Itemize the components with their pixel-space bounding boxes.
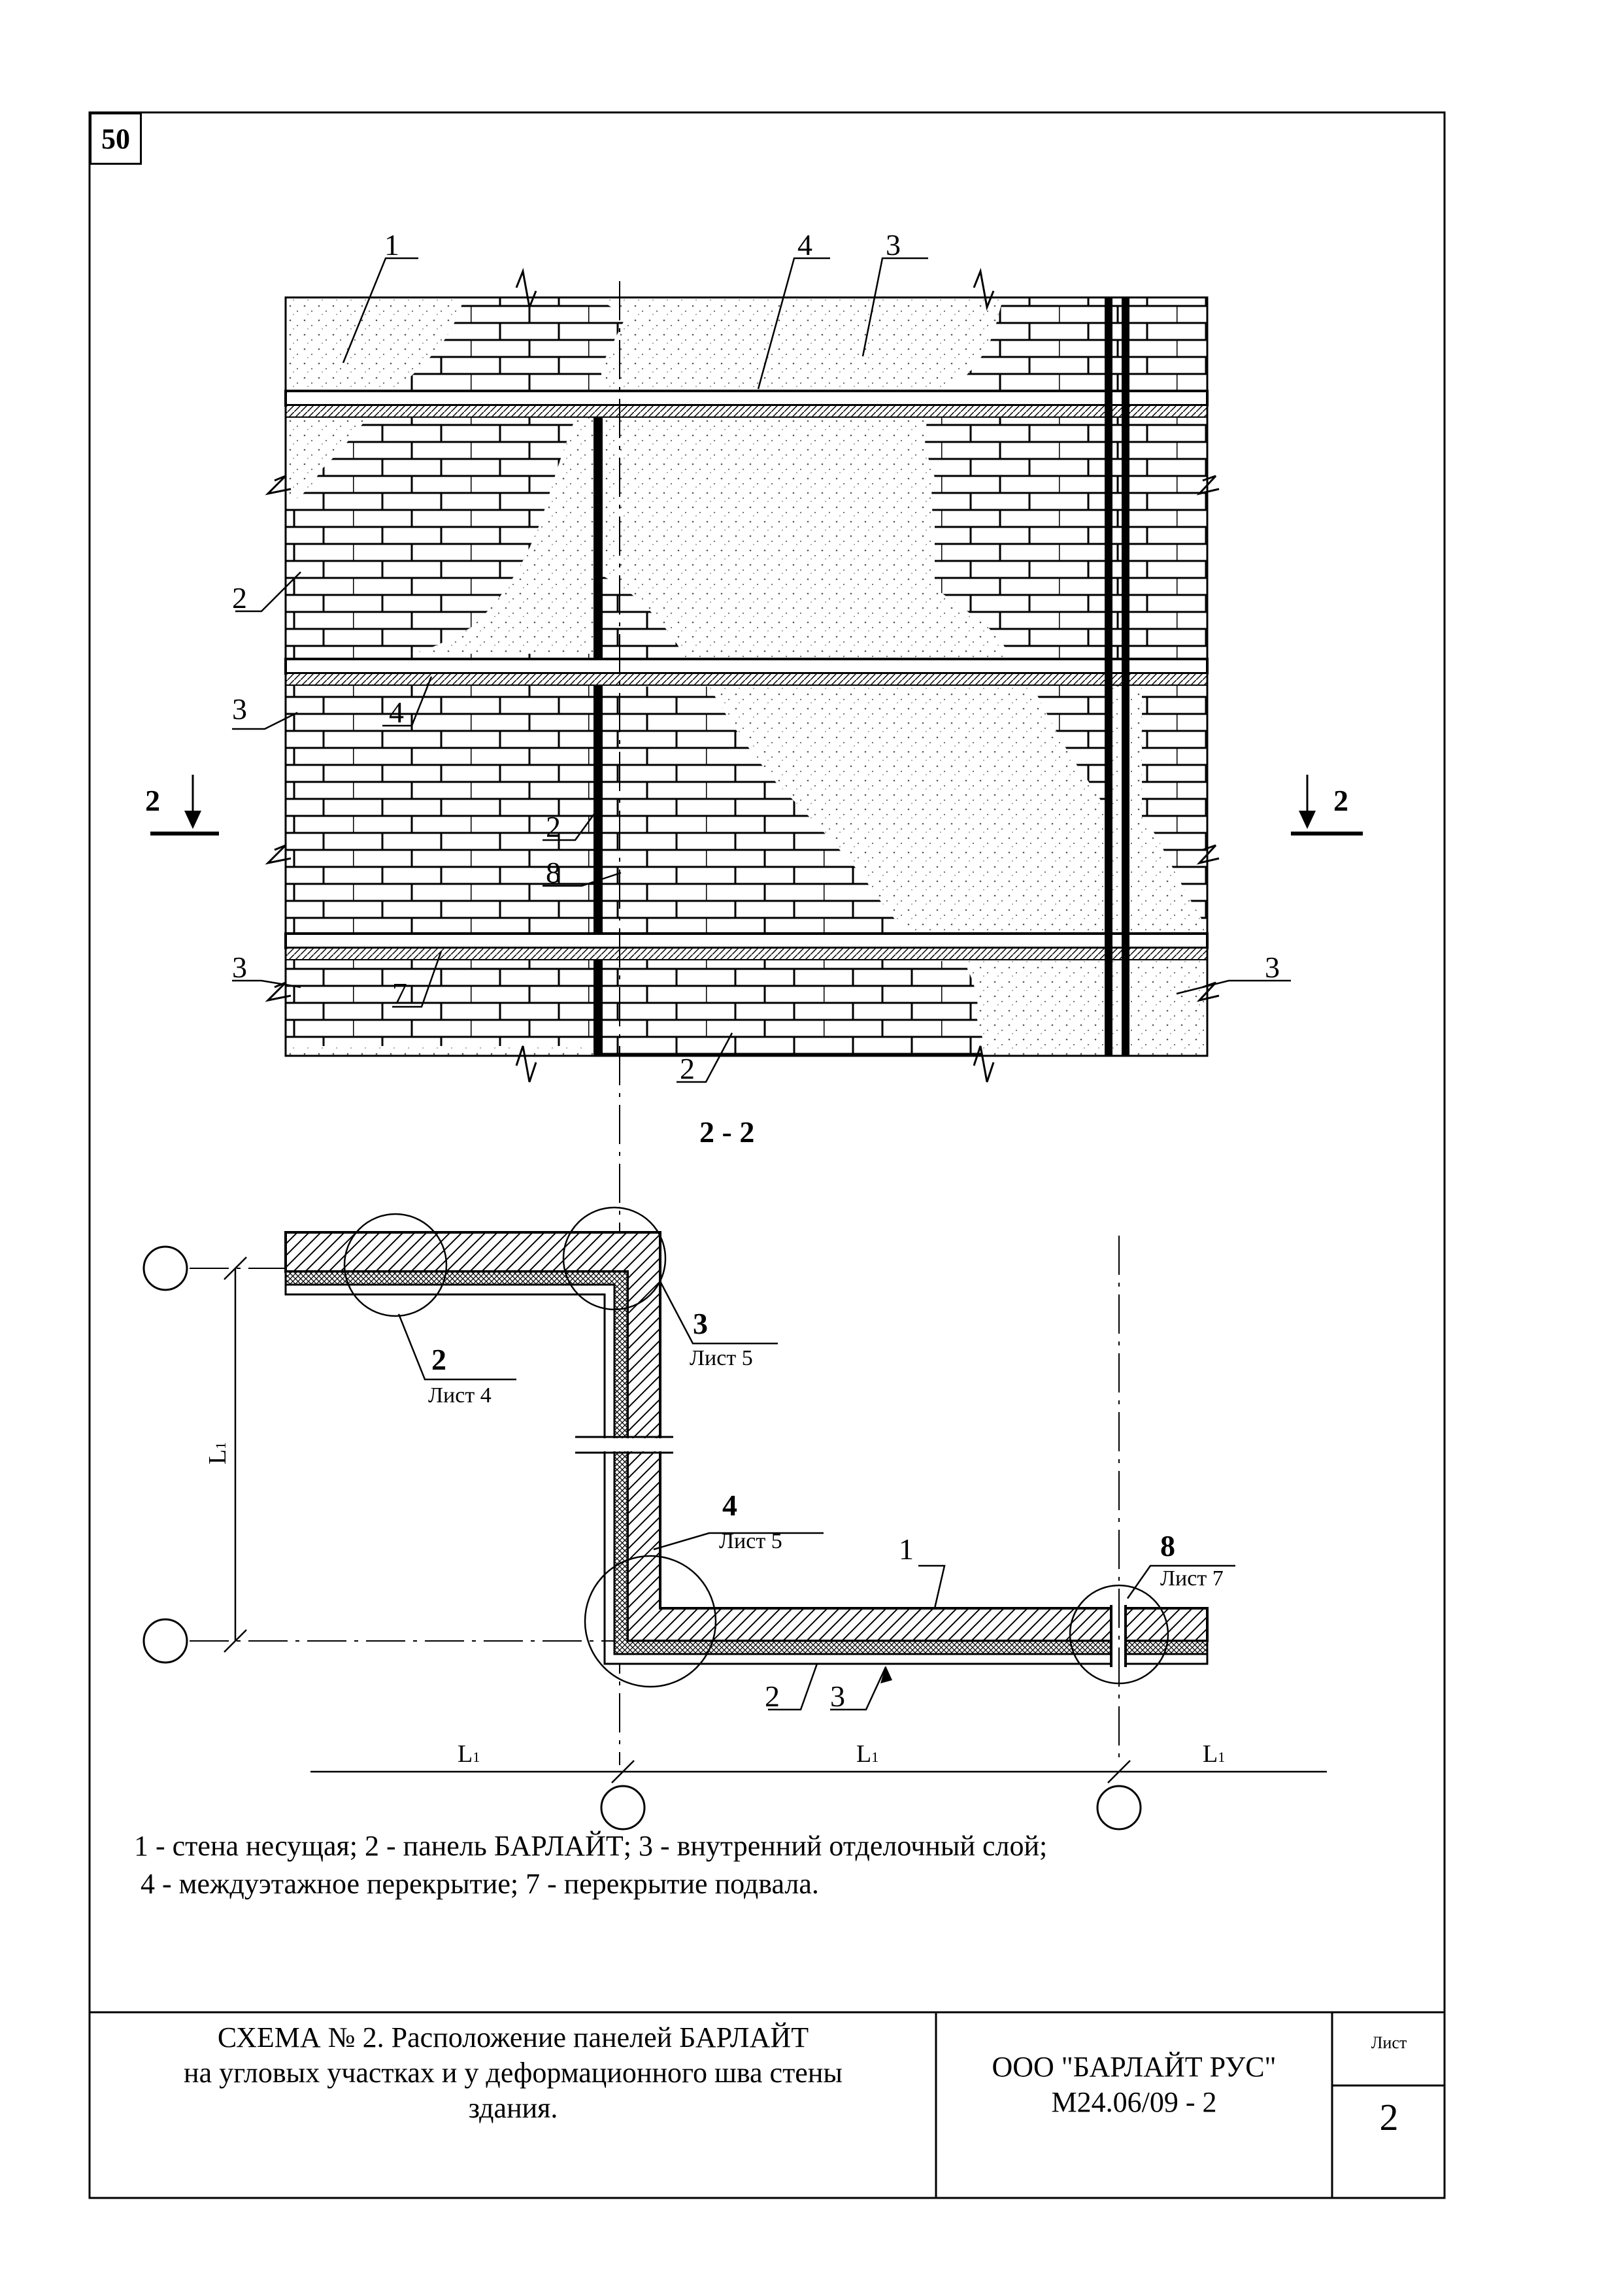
expansion-joint [1105,297,1112,1056]
cut-marker-left [145,775,219,834]
document-code: М24.06/09 - 2 [1051,2086,1217,2118]
cut-marker-right [1291,775,1363,834]
cut-label-right: 2 [1333,784,1348,817]
label-finish-bottom-right: 3 [1265,951,1280,984]
label-panel-bottom: 2 [680,1052,695,1085]
page-number: 50 [90,112,142,165]
sheet-number: 2 [1379,2096,1399,2138]
callout-detail-4-num: 4 [722,1489,737,1522]
label-finish-upper: 3 [886,228,901,262]
axis-bubble-right[interactable] [1097,1786,1141,1829]
label-section-panel: 2 [765,1680,780,1713]
section-title: 2 - 2 [699,1115,755,1149]
callout-detail-8-num: 8 [1160,1529,1175,1562]
floor-slab-upper [286,391,1207,417]
legend [134,1827,1047,1903]
label-slab-upper: 4 [797,228,812,262]
label-slab-middle: 4 [389,696,404,729]
callout-detail-4-sheet: Лист 5 [719,1529,782,1553]
label-wall: 1 [384,228,399,262]
dim-middle: L1 [856,1740,879,1768]
callout-detail-2-sheet: Лист 4 [428,1383,492,1408]
title-line-1: СХЕМА № 2. Расположение панелей БАРЛАЙТ [217,2021,809,2053]
label-finish-left: 3 [232,692,247,726]
legend-line-2: 4 - междуэтажное перекрытие; 7 - перекрытие подвала. [141,1868,819,1900]
callout-detail-2-num: 2 [431,1343,446,1376]
callout-detail-3-num: 3 [693,1307,708,1340]
label-joint: 8 [546,856,561,889]
label-basement-slab: 7 [392,977,407,1010]
label-section-finish: 3 [830,1680,845,1713]
axis-bubble-center[interactable] [601,1786,644,1829]
label-panel-center: 2 [546,810,561,843]
dim-vertical: L1 [204,1442,231,1464]
label-finish-bottom-left: 3 [232,951,247,984]
title-block-title [92,2020,935,2126]
axis-bubble-bottom[interactable] [144,1619,187,1663]
label-section-wall: 1 [899,1532,914,1566]
barlight-panel-layer [286,1272,1207,1654]
title-line-2: на угловых участках и у деформационного шва стены [184,2057,843,2089]
org-name: ООО "БАРЛАЙТ РУС" [992,2051,1277,2083]
callout-detail-3-sheet: Лист 5 [690,1346,753,1370]
cut-label-left: 2 [145,784,160,817]
dim-right: L1 [1203,1740,1226,1768]
callout-detail-8-sheet: Лист 7 [1160,1566,1224,1591]
sheet-label: Лист [1371,2033,1407,2052]
dim-left: L1 [458,1740,480,1768]
basement-slab [286,934,1207,960]
floor-slab-middle [286,659,1207,685]
legend-line-1: 1 - стена несущая; 2 - панель БАРЛАЙТ; 3 - внутренний отделочный слой; [134,1830,1048,1862]
title-block-org [941,2050,1327,2120]
axis-bubble-top[interactable] [144,1247,187,1290]
title-line-3: здания. [468,2092,558,2124]
label-panel-left: 2 [232,581,247,615]
